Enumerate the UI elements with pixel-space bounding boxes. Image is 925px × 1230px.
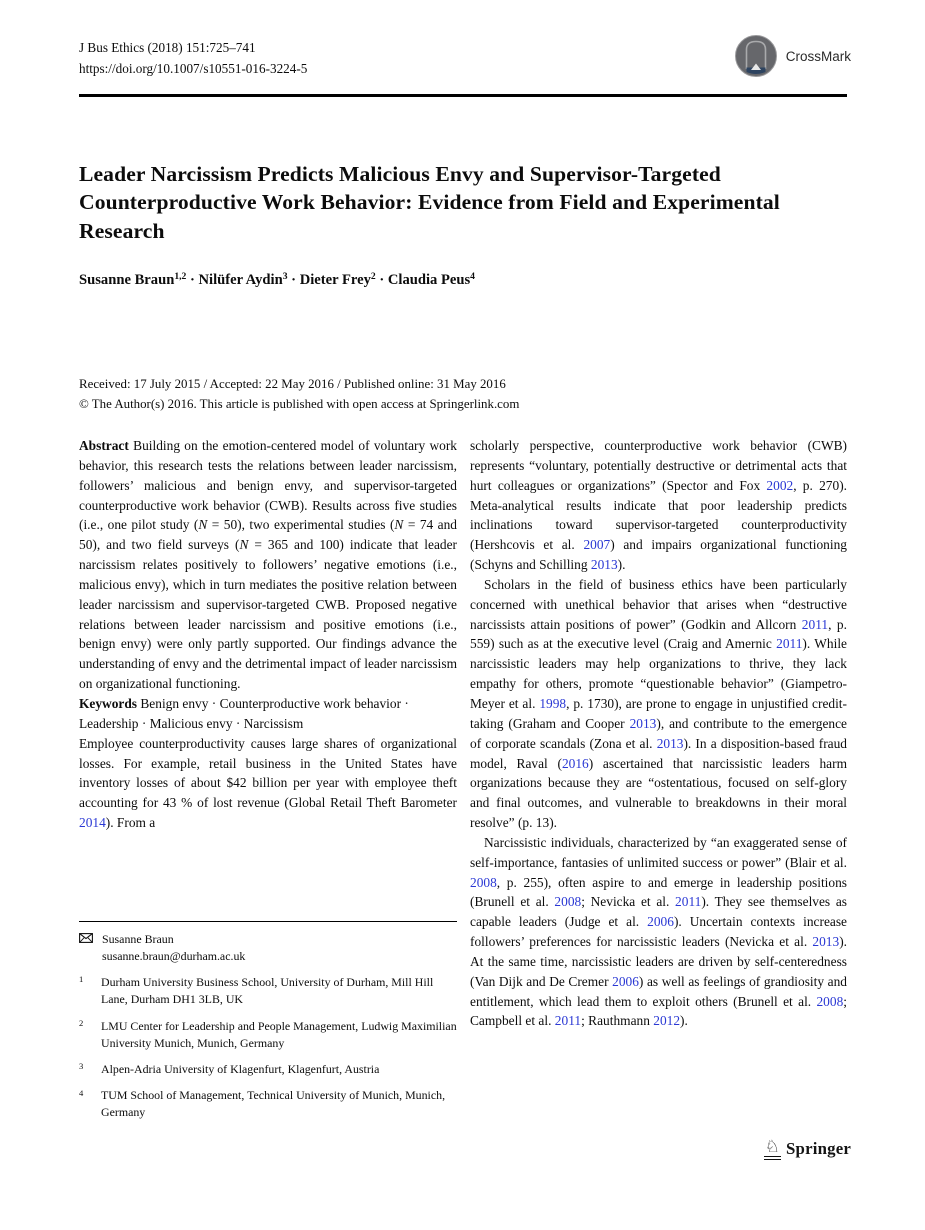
text-segment: , p. 270). Meta-analytical results indicate that poor leadership predicts inclinations toward supervisor-targeted counterproductivity (Hershcovis et al. — [470, 477, 848, 553]
affiliation-text: TUM School of Management, Technical University of Munich, Munich, Germany — [101, 1088, 446, 1120]
text-segment: ). In a disposition-based fraud model, Raval ( — [470, 735, 847, 771]
journal-citation: J Bus Ethics (2018) 151:725–741 — [79, 40, 256, 55]
crossmark-icon — [734, 33, 779, 79]
text-segment: ) ascertained that narcissistic leaders harm organizations because they are “ostentatious, focused on self-glory and final outcomes, and vulnerable to breakdowns in their moral resolve” (p. 13). — [470, 755, 847, 831]
text-segment: ). At the same time, narcissistic leaders are driven by self-centeredness (Van Dijk and De Cremer — [470, 934, 847, 989]
received-accepted-line: Received: 17 July 2015 / Accepted: 22 May 2016 / Published online: 31 May 2016 — [79, 377, 506, 391]
text-segment: Benign envy · Counterproductive work behavior · Leadership · Malicious envy · Narcissism — [79, 695, 409, 731]
text-segment: , p. 559) such as at the executive level (Craig and Amernic — [470, 616, 847, 652]
affiliation-text: Durham University Business School, University of Durham, Mill Hill Lane, Durham DH1 3LB, UK — [101, 975, 434, 1007]
doi-link[interactable]: https://doi.org/10.1007/s10551-016-3224-5 — [79, 61, 308, 77]
text-segment: · Nilüfer Aydin — [186, 272, 283, 288]
affiliation-text: LMU Center for Leadership and People Management, Ludwig Maximilian University Munich, Munich, Germany — [101, 1018, 457, 1050]
article-title: Leader Narcissism Predicts Malicious Envy and Supervisor-Targeted Counterproductive Work Behavior: Evidence from Field and Experimental Research — [79, 162, 780, 243]
text-segment: N — [394, 517, 404, 533]
copyright-line: © The Author(s) 2016. This article is published with open access at Springerlink.com — [79, 396, 520, 411]
text-segment: , p. 255), often aspire to and emerge in leadership positions (Brunell et al. — [470, 874, 847, 910]
text-segment: Keywords — [79, 695, 138, 711]
citation-link[interactable]: 2007 — [583, 537, 611, 553]
text-segment: ). — [680, 1013, 688, 1029]
affiliation-text: Alpen-Adria University of Klagenfurt, Klagenfurt, Austria — [101, 1061, 380, 1076]
text-segment: ) and impairs organizational functioning (Schyns and Schilling — [470, 537, 847, 573]
text-segment: ). From a — [105, 815, 156, 831]
crossmark-badge[interactable] — [734, 33, 851, 79]
citation-link[interactable]: 2013 — [629, 715, 657, 731]
body-paragraph — [470, 575, 847, 833]
author-list — [79, 272, 475, 289]
citation-link[interactable]: 2006 — [612, 973, 639, 989]
text-segment: ; Campbell et al. — [470, 993, 847, 1029]
citation-link[interactable]: 2008 — [554, 894, 582, 910]
intro-paragraph — [79, 734, 457, 833]
citation-link[interactable]: 2011 — [776, 636, 803, 652]
text-segment: ; Nevicka et al. — [581, 894, 676, 910]
text-segment: 1,2 — [174, 271, 187, 283]
citation-link[interactable]: 1998 — [539, 695, 567, 711]
abstract-paragraph — [79, 436, 457, 694]
citation-link[interactable]: 2006 — [647, 914, 674, 930]
text-segment: ) as well as feelings of grandiosity and entitlement, which lead them to exploit others (Brunell et al. — [470, 973, 847, 1009]
citation-link[interactable]: 2011 — [675, 894, 702, 910]
citation-link[interactable]: 2013 — [656, 735, 684, 751]
text-segment: ), and contribute to the emergence of corporate scandals (Zona et al. — [470, 715, 848, 751]
text-segment: N — [239, 537, 249, 553]
corresponding-author-email[interactable]: susanne.braun@durham.ac.uk — [102, 948, 246, 963]
affiliation-number: 1 — [79, 974, 84, 985]
body-paragraph — [470, 833, 847, 1031]
text-segment: · Claudia Peus — [375, 272, 471, 288]
affiliation-row — [79, 1087, 457, 1121]
citation-link[interactable]: 2008 — [470, 874, 497, 890]
text-segment: = 365 and 100) indicate that leader narcissism relates positively to followers’ negative emotions (i.e., malicious envy), which in turn mediates the positive relation between leader narcissism and supervisor-targeted CWB. Proposed negative relations between leader narcissism and positive emotions (i.e., benign envy) were only partly supported. Our findings advance the understanding of envy and the detrimental impact of leader narcissism on organizational functioning. — [79, 537, 457, 692]
keywords-paragraph — [79, 694, 457, 734]
correspondence — [79, 931, 457, 965]
text-segment: 3 — [282, 271, 288, 283]
right-column — [470, 436, 847, 1031]
text-segment: Susanne Braun — [79, 272, 175, 288]
affiliation-row — [79, 1061, 457, 1078]
text-segment: Narcissistic individuals, characterized by “an exaggerated sense of self-importance, fantasies of unlimited success or power” (Blair et al. — [470, 834, 847, 870]
text-segment: , p. 1730), are prone to engage in unjustified credit-taking (Graham and Cooper — [470, 695, 847, 731]
citation-link[interactable]: 2011 — [801, 616, 829, 632]
citation-link[interactable]: 2002 — [766, 477, 794, 493]
citation-link[interactable]: 2014 — [79, 815, 106, 831]
crossmark-label: CrossMark — [785, 48, 851, 64]
footnote-block — [79, 921, 457, 1121]
affiliation-row — [79, 1018, 457, 1052]
springer-wordmark: Springer — [786, 1139, 851, 1158]
header-divider — [79, 94, 847, 97]
citation-link[interactable]: 2008 — [816, 993, 844, 1009]
article-meta — [79, 375, 519, 414]
left-column — [79, 436, 457, 833]
text-segment: · Dieter Frey — [287, 272, 371, 288]
text-segment: scholarly perspective, counterproductive work behavior (CWB) represents “voluntary, potentially destructive or detrimental acts that hurt colleagues or organizations” (Spector and Fox — [470, 438, 847, 493]
springer-logo — [764, 1138, 851, 1160]
text-segment: Abstract — [79, 438, 129, 453]
citation-link[interactable]: 2013 — [812, 934, 840, 950]
page-header — [79, 37, 307, 80]
text-segment: Building on the emotion-centered model of voluntary work behavior, this research tests the relations between leader narcissism, followers’ malicious and benign envy, and supervisor-targeted counterproductive work behavior (CWB). Results across five studies (i.e., one pilot study ( — [79, 438, 457, 533]
affiliation-number: 3 — [79, 1061, 84, 1072]
text-segment: ). While narcissistic leaders may help organizations to thrive, they lack empathy for others, promote “questionable behavior” (Giampetro-Meyer et al. — [470, 636, 847, 711]
text-segment: ; Rauthmann — [581, 1013, 654, 1029]
text-segment: ). They see themselves as capable leaders (Judge et al. — [470, 894, 847, 930]
citation-link[interactable]: 2016 — [561, 755, 589, 771]
affiliation-number: 2 — [79, 1017, 84, 1028]
text-segment: ). Uncertain contexts increase followers’ preferences for narcissistic leaders (Nevicka et al. — [470, 914, 848, 950]
citation-link[interactable]: 2013 — [590, 557, 618, 573]
text-segment: = 50), two experimental studies ( — [207, 517, 395, 533]
affiliation-number: 4 — [79, 1087, 84, 1098]
text-segment: = 74 and 50), and two field surveys ( — [79, 517, 457, 553]
citation-link[interactable]: 2012 — [653, 1013, 681, 1029]
text-segment: N — [198, 517, 208, 533]
text-segment: 2 — [370, 271, 376, 283]
text-segment: ). — [617, 557, 626, 573]
text-segment: Employee counterproductivity causes large shares of organizational losses. For example, retail business in the United States have inventory losses of about $42 billion per year with employee theft accounting for 43 % of lost revenue (Global Retail Theft Barometer — [79, 735, 457, 811]
affiliation-row — [79, 974, 457, 1008]
text-segment: Scholars in the field of business ethics have been particularly concerned with unethical behavior that arises when “destructive narcissists attain positions of power” (Godkin and Allcorn — [470, 576, 847, 632]
springer-horse-icon: ♘ — [764, 1138, 781, 1160]
text-segment: 4 — [470, 271, 475, 283]
body-paragraph — [470, 436, 847, 575]
envelope-icon — [79, 931, 93, 943]
corresponding-author-name: Susanne Braun — [102, 932, 174, 946]
citation-link[interactable]: 2011 — [554, 1013, 582, 1029]
